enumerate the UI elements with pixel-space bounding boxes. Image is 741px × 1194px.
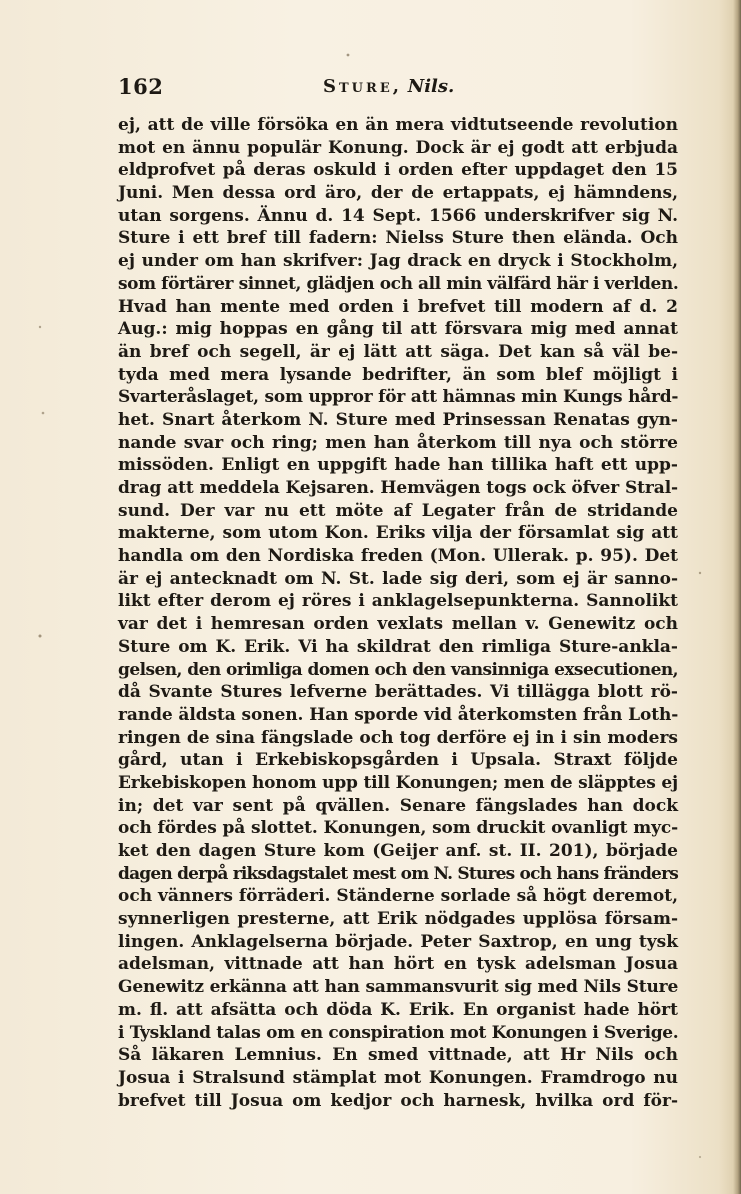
text-line: ej, att de ville försöka en än mera vidtutseende revolution [118,115,678,135]
text-line: brefvet till Josua om kedjor och harnesk, hvilka ord för- [118,1090,678,1111]
text-line: het. Snart återkom N. Sture med Prinsessan Renatas gyn- [118,409,678,430]
text-line: Aug.: mig hoppas en gång til att försvara mig med annat [118,319,678,340]
text-line: tyda med mera lysande bedrifter, än som blef möjligt i [118,364,678,385]
text-line: Sture i ett bref till fadern: Nielss Sture then elända. Och [118,228,678,249]
text-line: makterne, som utom Kon. Eriks vilja der församlat sig att [118,523,678,544]
text-line: adelsman, vittnade att han hört en tysk adelsman Josua [118,954,678,975]
text-line: Så läkaren Lemnius. En smed vittnade, att Hr Nils och [118,1045,678,1066]
text-line: sund. Der var nu ett möte af Legater från de stridande [118,500,678,521]
text-line: rande äldsta sonen. Han sporde vid återkomsten från Loth- [118,704,679,725]
text-line: i Tyskland talas om en conspiration mot Konungen i Sverige. [118,1022,679,1043]
text-line: lingen. Anklagelserna började. Peter Saxtrop, en ung tysk [118,931,678,952]
text-line: Juni. Men dessa ord äro, der de ertappats, ej hämndens, [118,183,678,204]
text-line: och vänners förräderi. Ständerne sorlade så högt deremot, [118,886,679,907]
text-line: dagen derpå riksdagstalet mest om N. Stures och hans fränders [118,863,678,884]
text-line: ringen de sina fängslade och tog derföre ej in i sin moders [118,727,678,748]
text-line: nande svar och ring; men han återkom till nya och större [118,432,678,453]
text-line: som förtärer sinnet, glädjen och all min välfärd här i verlden. [118,273,679,294]
text-line: gelsen, den orimliga domen och den vansinniga exsecutionen, [118,659,678,680]
text-line: Genewitz erkänna att han sammansvurit sig med Nils Sture [118,977,679,998]
text-line: ej under om han skrifver: Jag drack en dryck i Stockholm, [118,251,678,272]
text-line: handla om den Nordiska freden (Mon. Ullerak. p. 95). Det [118,546,678,567]
page-edge-shadow [733,0,741,1194]
text-line: likt efter derom ej röres i anklagelsepunkterna. Sannolikt [118,591,678,612]
text-line: mot en ännu populär Konung. Dock är ej godt att erbjuda [118,137,678,158]
page-number: 162 [118,74,164,99]
text-line: Svarteråslaget, som uppror för att hämnas min Kungs hård- [118,387,679,408]
text-line: missöden. Enligt en uppgift hade han tillika haft ett upp- [118,455,678,476]
running-head [323,76,454,97]
text-line: Sture om K. Erik. Vi ha skildrat den rimliga Sture-ankla- [118,636,678,657]
text-line: är ej antecknadt om N. St. lade sig deri, som ej är sanno- [118,568,678,589]
running-head-surname: Sture, [323,76,402,97]
text-line: in; det var sent på qvällen. Senare fängslades han dock [118,795,678,816]
text-line: m. fl. att afsätta och döda K. Erik. En organist hade hört [118,999,678,1020]
text-line: gård, utan i Erkebiskopsgården i Upsala. Straxt följde [118,750,678,771]
text-line: än bref och segell, är ej lätt att säga. Det kan så väl be- [118,341,678,362]
text-line: ket den dagen Sture kom (Geijer anf. st. II. 201), började [118,841,678,861]
text-line: eldprofvet på deras oskuld i orden efter uppdaget den 15 [118,160,678,181]
body-text [118,114,678,1112]
text-line: och fördes på slottet. Konungen, som druckit ovanligt myc- [118,818,678,839]
text-line: Erkebiskopen honom upp till Konungen; men de släpptes ej [118,772,678,793]
page-header [118,74,678,104]
running-head-forename: Nils. [407,76,455,97]
text-line: då Svante Stures lefverne berättades. Vi tillägga blott rö- [118,682,678,703]
text-line: var det i hemresan orden vexlats mellan v. Genewitz och [118,614,678,635]
text-line: Hvad han mente med orden i brefvet till modern af d. 2 [118,296,678,317]
text-line: drag att meddela Kejsaren. Hemvägen togs ock öfver Stral- [118,478,678,498]
text-line: utan sorgens. Ännu d. 14 Sept. 1566 underskrifver sig N. [118,205,678,226]
text-line: synnerligen presterne, att Erik nödgades upplösa försam- [118,909,678,930]
text-line: Josua i Stralsund stämplat mot Konungen. Framdrogo nu [118,1067,678,1088]
